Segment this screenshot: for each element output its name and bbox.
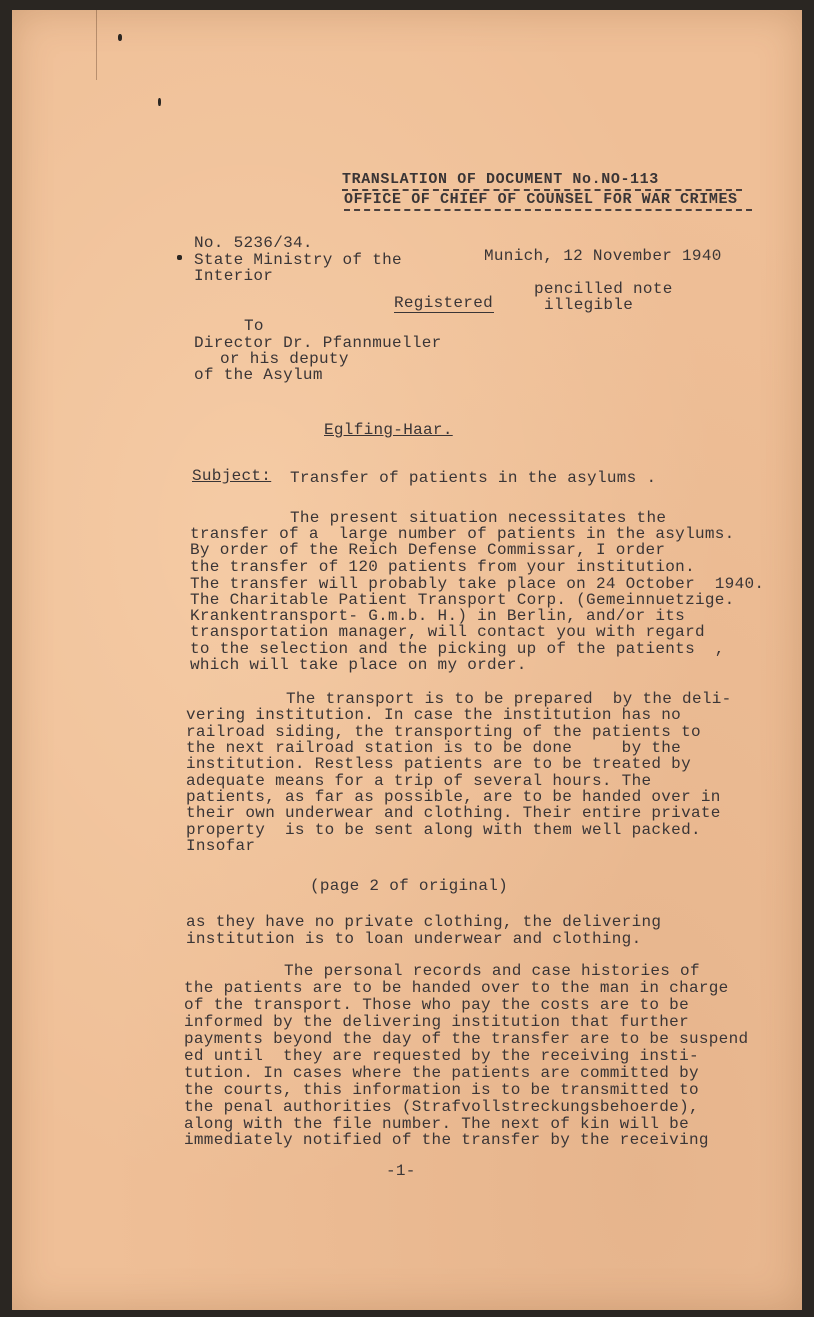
page-marker: (page 2 of original) <box>310 877 509 895</box>
paragraph-4-line: tution. In cases where the patients are committed by <box>184 1064 699 1082</box>
recipient-location: Eglfing-Haar. <box>324 421 453 439</box>
paragraph-1-line: to the selection and the picking up of the patients , <box>190 640 725 658</box>
paragraph-1-line: By order of the Reich Defense Commissar, I order <box>190 541 666 559</box>
ink-speck <box>118 34 122 41</box>
subject-text: Transfer of patients in the asylums . <box>290 469 657 487</box>
paragraph-4-line: the courts, this information is to be transmitted to <box>184 1081 699 1099</box>
paragraph-1-line: transportation manager, will contact you with regard <box>190 623 705 641</box>
paragraph-1-line: The present situation necessitates the <box>290 509 667 527</box>
paragraph-4-line: of the transport. Those who pay the costs are to be <box>184 996 689 1014</box>
paragraph-1-line: the transfer of 120 patients from your institution. <box>190 558 695 576</box>
paragraph-2-line: The transport is to be prepared by the deli- <box>286 690 732 708</box>
paragraph-4-line: ed until they are requested by the receiving insti- <box>184 1047 699 1065</box>
pencil-note-line-1: pencilled note <box>534 280 673 298</box>
paragraph-4-line: the penal authorities (Strafvollstreckungsbehoerde), <box>184 1098 699 1116</box>
registered-stamp: Registered <box>394 294 494 312</box>
paragraph-2-line: the next railroad station is to be done by the <box>186 739 682 757</box>
paragraph-4-line: The personal records and case histories of <box>284 962 700 980</box>
document-header-line-1: TRANSLATION OF DOCUMENT No.NO-113 <box>342 171 659 188</box>
sender-ministry-line-2: Interior <box>194 267 274 285</box>
paragraph-4-line: informed by the delivering institution that further <box>184 1013 689 1031</box>
paragraph-1-line: transfer of a large number of patients in the asylums. <box>190 525 735 543</box>
bullet-mark <box>177 255 182 260</box>
paragraph-3-line: institution is to loan underwear and clothing. <box>186 930 642 948</box>
document-number: No. 5236/34. <box>194 234 313 252</box>
recipient-line-2: or his deputy <box>220 350 349 368</box>
document-page <box>12 10 802 1310</box>
paragraph-4-line: along with the file number. The next of kin will be <box>184 1115 689 1133</box>
paragraph-1-line: The transfer will probably take place on 24 October 1940. <box>190 575 765 593</box>
paragraph-2-line: institution. Restless patients are to be treated by <box>186 755 691 773</box>
paragraph-1-line: The Charitable Patient Transport Corp. (Gemeinnuetzige. <box>190 591 735 609</box>
recipient-line-1: Director Dr. Pfannmueller <box>194 334 442 352</box>
place-date: Munich, 12 November 1940 <box>484 247 722 265</box>
subject-label: Subject: <box>192 467 272 485</box>
paragraph-2-line: their own underwear and clothing. Their entire private <box>186 804 721 822</box>
paragraph-1-line: which will take place on my order. <box>190 656 527 674</box>
page-number: -1- <box>386 1162 416 1180</box>
paragraph-4-line: the patients are to be handed over to the man in charge <box>184 979 729 997</box>
recipient-line-3: of the Asylum <box>194 366 323 384</box>
registered-underline <box>394 312 494 313</box>
header-rule-2 <box>344 209 752 211</box>
ink-speck <box>158 98 161 106</box>
paragraph-3-line: as they have no private clothing, the delivering <box>186 913 662 931</box>
recipient-to: To <box>244 317 264 335</box>
paragraph-2-line: property is to be sent along with them well packed. <box>186 821 701 839</box>
paragraph-4-line: immediately notified of the transfer by the receiving <box>184 1131 709 1149</box>
document-header-line-2: OFFICE OF CHIEF OF COUNSEL FOR WAR CRIMES <box>344 191 738 208</box>
pencil-note-line-2: illegible <box>544 296 634 314</box>
paragraph-2-line: railroad siding, the transporting of the patients to <box>186 723 701 741</box>
paragraph-1-line: Krankentransport- G.m.b. H.) in Berlin, and/or its <box>190 607 686 625</box>
page-fold-line <box>96 10 97 80</box>
paragraph-2-line: vering institution. In case the institution has no <box>186 706 682 724</box>
paragraph-2-line: Insofar <box>186 837 256 855</box>
paragraph-2-line: adequate means for a trip of several hours. The <box>186 772 652 790</box>
sender-ministry-line-1: State Ministry of the <box>194 251 402 269</box>
paragraph-4-line: payments beyond the day of the transfer are to be suspend <box>184 1030 749 1048</box>
paragraph-2-line: patients, as far as possible, are to be handed over in <box>186 788 721 806</box>
